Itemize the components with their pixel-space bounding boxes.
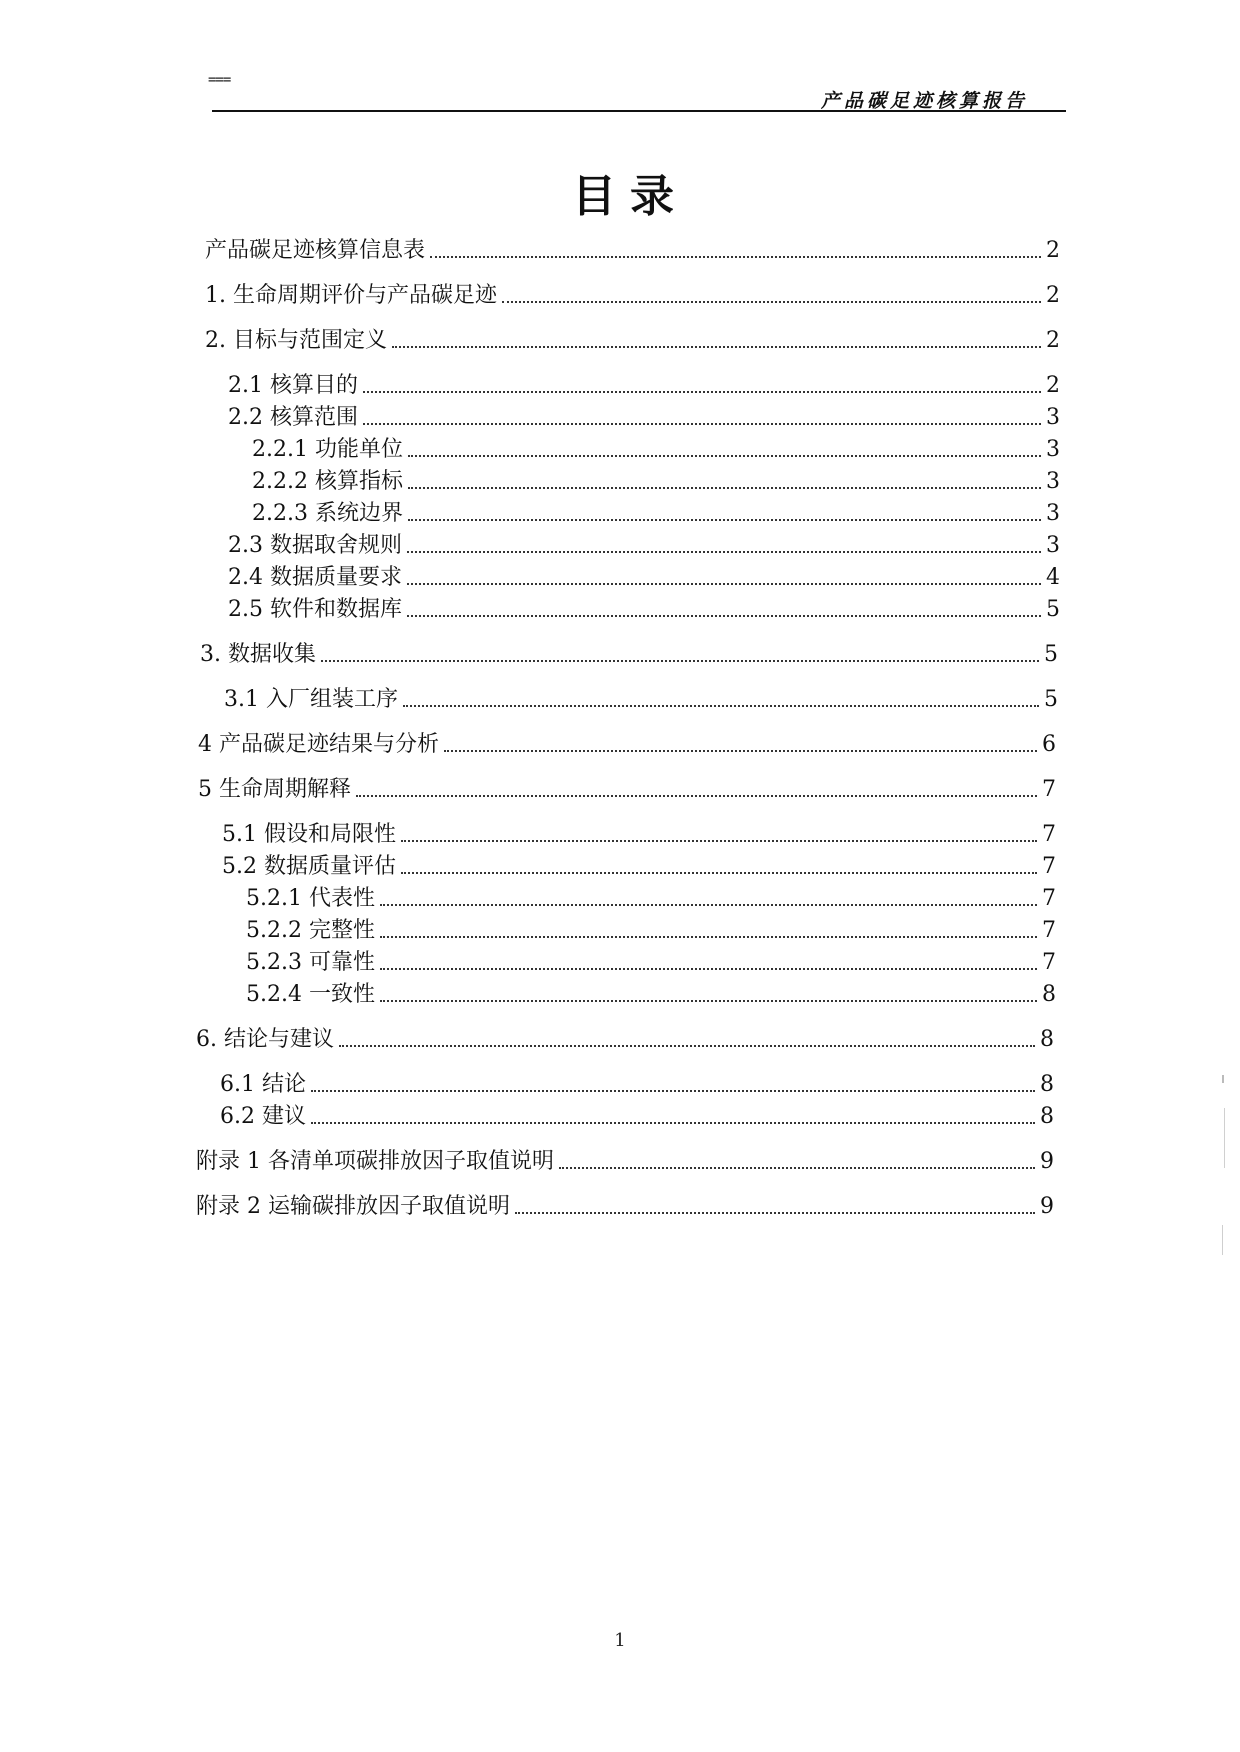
toc-entry-label: 6.1 结论	[220, 1072, 306, 1097]
toc-entry-label: 3. 数据收集	[200, 642, 316, 667]
toc-entry-page: 9	[1040, 1149, 1054, 1174]
toc-leader	[407, 615, 1041, 617]
toc-leader	[380, 936, 1037, 938]
toc-entry[interactable]	[246, 880, 1056, 912]
scan-artifact	[1222, 1225, 1223, 1255]
toc-entry[interactable]	[224, 681, 1058, 713]
toc-entry-page: 3	[1046, 437, 1060, 462]
toc-entry-label: 4 产品碳足迹结果与分析	[198, 732, 439, 757]
toc-entry[interactable]	[222, 816, 1056, 848]
toc-entry[interactable]	[205, 232, 1060, 264]
toc-entry[interactable]	[220, 1098, 1054, 1130]
toc-leader	[311, 1122, 1035, 1124]
toc-leader	[321, 660, 1039, 662]
toc-entry-page: 2	[1046, 283, 1060, 308]
toc-leader	[363, 391, 1041, 393]
toc-entry-page: 2	[1046, 328, 1060, 353]
toc-entry-label: 2.2.3 系统边界	[252, 501, 403, 526]
header-mark: ===	[208, 72, 231, 88]
toc-entry-page: 8	[1040, 1027, 1054, 1052]
toc-entry-label: 5.2.4 一致性	[246, 982, 375, 1007]
toc-entry-page: 2	[1046, 373, 1060, 398]
toc-entry-page: 3	[1046, 501, 1060, 526]
toc-entry-page: 7	[1042, 777, 1056, 802]
toc-entry[interactable]	[205, 277, 1060, 309]
toc-entry-page: 7	[1042, 950, 1056, 975]
toc-entry-page: 8	[1042, 982, 1056, 1007]
toc-entry[interactable]	[228, 527, 1060, 559]
toc-leader	[401, 872, 1037, 874]
toc-entry-page: 7	[1042, 854, 1056, 879]
toc-leader	[407, 583, 1041, 585]
toc-entry[interactable]	[222, 848, 1056, 880]
toc-entry[interactable]	[228, 399, 1060, 431]
toc-entry-label: 5.2.1 代表性	[246, 886, 375, 911]
toc-entry-page: 3	[1046, 469, 1060, 494]
toc-leader	[408, 487, 1041, 489]
toc-entry-label: 2.5 软件和数据库	[228, 597, 402, 622]
toc-entry-page: 5	[1044, 687, 1058, 712]
toc-entry[interactable]	[196, 1021, 1054, 1053]
toc-leader	[559, 1167, 1035, 1169]
toc-entry-page: 9	[1040, 1194, 1054, 1219]
toc-entry-page: 3	[1046, 533, 1060, 558]
toc-entry-label: 3.1 入厂组装工序	[224, 687, 398, 712]
toc-leader	[430, 256, 1041, 258]
scan-artifact	[1222, 1075, 1224, 1083]
toc-entry-label: 2.4 数据质量要求	[228, 565, 402, 590]
toc-entry[interactable]	[200, 636, 1058, 668]
toc-leader	[401, 840, 1037, 842]
header-title: 产品碳足迹核算报告	[820, 90, 1028, 112]
toc-entry[interactable]	[220, 1066, 1054, 1098]
toc-leader	[380, 968, 1037, 970]
toc-leader	[407, 551, 1041, 553]
toc-leader	[339, 1045, 1035, 1047]
toc-leader	[408, 519, 1041, 521]
toc-entry[interactable]	[252, 463, 1060, 495]
toc-entry-label: 附录 2 运输碳排放因子取值说明	[196, 1194, 510, 1219]
toc-entry-label: 6. 结论与建议	[196, 1027, 334, 1052]
toc-leader	[380, 904, 1037, 906]
toc-entry-label: 5.1 假设和局限性	[222, 822, 396, 847]
page-number: 1	[614, 1630, 626, 1651]
toc-entry-page: 8	[1040, 1104, 1054, 1129]
toc-leader	[311, 1090, 1035, 1092]
toc-entry-label: 5.2.3 可靠性	[246, 950, 375, 975]
toc-entry-label: 5 生命周期解释	[198, 777, 351, 802]
toc-entry[interactable]	[228, 591, 1060, 623]
toc-entry[interactable]	[196, 1143, 1054, 1175]
toc-entry[interactable]	[198, 771, 1056, 803]
toc-leader	[380, 1000, 1037, 1002]
toc-entry-page: 8	[1040, 1072, 1054, 1097]
toc-entry-page: 6	[1042, 732, 1056, 757]
toc-entry-label: 2.2.2 核算指标	[252, 469, 403, 494]
toc-leader	[515, 1212, 1035, 1214]
toc-entry-label: 5.2 数据质量评估	[222, 854, 396, 879]
toc-entry[interactable]	[252, 431, 1060, 463]
toc-leader	[502, 301, 1041, 303]
toc-leader	[363, 423, 1041, 425]
toc-entry-page: 5	[1044, 642, 1058, 667]
toc-entry-page: 5	[1046, 597, 1060, 622]
toc-leader	[403, 705, 1039, 707]
toc-entry-page: 7	[1042, 918, 1056, 943]
toc-leader	[408, 455, 1041, 457]
toc-entry[interactable]	[198, 726, 1056, 758]
toc-entry-label: 2.2 核算范围	[228, 405, 358, 430]
toc-entry-label: 产品碳足迹核算信息表	[205, 238, 426, 263]
toc-entry-label: 6.2 建议	[220, 1104, 306, 1129]
toc-entry-label: 5.2.2 完整性	[246, 918, 375, 943]
toc-entry-page: 7	[1042, 886, 1056, 911]
toc-entry-label: 2.1 核算目的	[228, 373, 358, 398]
toc-entry-page: 7	[1042, 822, 1056, 847]
toc-entry[interactable]	[246, 944, 1056, 976]
toc-entry-page: 3	[1046, 405, 1060, 430]
toc-leader	[392, 346, 1041, 348]
toc-entry[interactable]	[205, 322, 1060, 354]
toc-entry-page: 2	[1046, 238, 1060, 263]
toc-leader	[356, 795, 1037, 797]
toc-entry[interactable]	[196, 1188, 1054, 1220]
toc-leader	[444, 750, 1037, 752]
scan-artifact	[1224, 1108, 1225, 1168]
toc-entry-label: 1. 生命周期评价与产品碳足迹	[205, 283, 497, 308]
toc-entry-label: 2. 目标与范围定义	[205, 328, 387, 353]
toc-entry-label: 2.3 数据取舍规则	[228, 533, 402, 558]
toc-entry[interactable]	[228, 367, 1060, 399]
toc-entry[interactable]	[246, 976, 1056, 1008]
toc-entry-label: 2.2.1 功能单位	[252, 437, 403, 462]
toc-entry-label: 附录 1 各清单项碳排放因子取值说明	[196, 1149, 554, 1174]
toc-title: 目录	[572, 171, 688, 222]
toc-entry[interactable]	[252, 495, 1060, 527]
toc-entry[interactable]	[246, 912, 1056, 944]
toc-entry[interactable]	[228, 559, 1060, 591]
toc-entry-page: 4	[1046, 565, 1060, 590]
